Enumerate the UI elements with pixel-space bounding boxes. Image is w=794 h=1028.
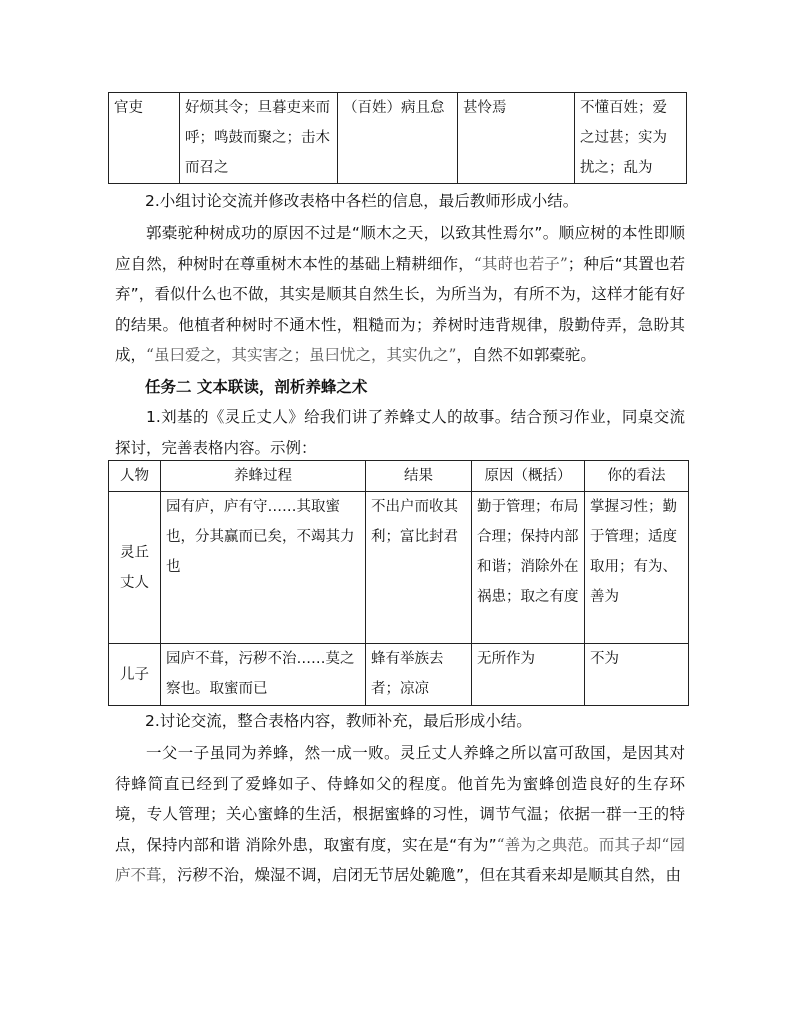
table-cell: （百姓）病且怠 bbox=[338, 93, 458, 184]
table-beekeeping bbox=[108, 460, 689, 706]
column-header: 你的看法 bbox=[585, 461, 689, 492]
table-cell: 蜂有举族去者；凉凉 bbox=[366, 644, 472, 706]
paragraph-1: 2.小组讨论交流并修改表格中各栏的信息，最后教师形成小结。 bbox=[145, 192, 579, 210]
table-cell: 不出户而收其利；富比封君 bbox=[366, 492, 472, 644]
table-cell: 官吏 bbox=[109, 93, 180, 184]
table-cell: 甚怜焉 bbox=[458, 93, 575, 184]
paragraph-4: 2.讨论交流，整合表格内容，教师补充，最后形成小结。 bbox=[145, 712, 532, 730]
quote-span: “善为之典范。而其子却“园庐不葺， bbox=[115, 835, 685, 884]
table-cell: 园有庐，庐有守……其取蜜也，分其赢而已矣，不竭其力也 bbox=[161, 492, 366, 644]
paragraph-2 bbox=[115, 218, 685, 371]
table-cell: 儿子 bbox=[109, 644, 161, 706]
quote-span: “其莳也若子” bbox=[473, 254, 568, 273]
text-span: 一父一子虽同为养蜂，然一成一败。灵丘丈人养蜂之所以富可敌国，是因其对待蜂简直已经到了爱蜂如子、侍蜂如父的程度。他首先为蜜蜂创造良好的生存环境，专人管理；关心蜜蜂的生活，根据蜜蜂的习性，调节气温；依据一群一王的特点，保持内部和谐 消除外患，取蜜有度，实在是“有为” bbox=[115, 744, 685, 854]
text-span: ；种后“其置也若弃”，看似什么也不做，其实是顺其自然生长，为所当为，有所不为，这样才能有好的结果。他植者种树时不通木性，粗糙而为；养树时违背规律，殷勤侍弄，急盼其成， bbox=[115, 254, 685, 364]
table-row bbox=[109, 492, 689, 644]
table-header-row bbox=[109, 461, 689, 492]
table-cell: 勤于管理；布局合理；保持内部和谐；消除外在祸患；取之有度 bbox=[472, 492, 585, 644]
table-cell: 园庐不葺，污秽不治……莫之察也。取蜜而已 bbox=[161, 644, 366, 706]
table-row bbox=[109, 644, 689, 706]
text-span: 污秽不治，燥湿不调，启闭无节居处臲卼”，但在其看来却是顺其自然，由 bbox=[177, 866, 682, 884]
table-cell: 无所作为 bbox=[472, 644, 585, 706]
table-row bbox=[109, 93, 687, 184]
table-officials bbox=[108, 92, 687, 184]
section-heading: 任务二 文本联读，剖析养蜂之术 bbox=[145, 378, 368, 396]
column-header: 养蜂过程 bbox=[161, 461, 366, 492]
text-span: ，自然不如郭橐驼。 bbox=[456, 346, 596, 364]
text-span: 郭橐驼种树成功的原因不过是“顺木之天，以致其性焉尔”。顺应树的本性即顺应自然，种树时在尊重树木本性的基础上精耕细作， bbox=[115, 224, 685, 273]
table-cell: 不为 bbox=[585, 644, 689, 706]
table-cell: 好烦其令；旦暮吏来而呼；鸣鼓而聚之；击木而召之 bbox=[180, 93, 338, 184]
table-cell: 灵丘丈人 bbox=[109, 492, 161, 644]
column-header: 人物 bbox=[109, 461, 161, 492]
paragraph-5 bbox=[115, 738, 685, 891]
table-cell: 掌握习性；勤于管理；适度取用；有为、善为 bbox=[585, 492, 689, 644]
column-header: 结果 bbox=[366, 461, 472, 492]
paragraph-3: 1.刘基的《灵丘丈人》给我们讲了养蜂丈人的故事。结合预习作业，同桌交流探讨，完善表格内容。示例： bbox=[115, 408, 685, 457]
column-header: 原因（概括） bbox=[472, 461, 585, 492]
quote-span: “虽曰爱之，其实害之；虽曰忧之，其实仇之” bbox=[146, 346, 457, 364]
table-cell: 不懂百姓；爱之过甚；实为扰之；乱为 bbox=[575, 93, 687, 184]
